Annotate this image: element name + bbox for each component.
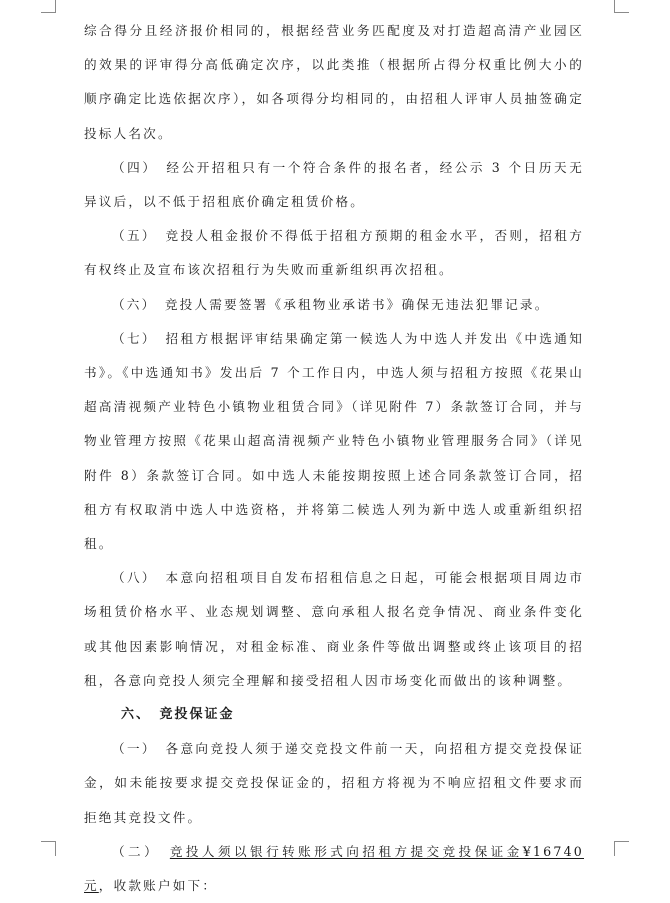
section-6-clause-1-paragraph: （一） 各意向竞投人须于递交竞投文件前一天，向招租方提交竞投保证金，如未能按要求提交竞投保证金的，招租方将视为不响应招租文件要求而拒绝其竞投文件。 xyxy=(84,741,584,825)
crop-mark-top-right xyxy=(614,0,629,13)
clause-5-paragraph: （五） 竞投人租金报价不得低于招租方预期的租金水平，否则，招租方有权终止及宣布该次招租行为失败而重新组织再次招租。 xyxy=(84,228,584,278)
continued-paragraph: 综合得分且经济报价相同的，根据经营业务匹配度及对打造超高清产业园区的效果的评审得分高低确定次序，以此类推（根据所占得分权重比例大小的顺序确定比选依据次序），如各项得分均相同的，由招租人评审人员抽签确定投标人名次。 xyxy=(84,23,584,141)
section-6-clause-2-paragraph xyxy=(84,835,584,903)
clause-8-paragraph: （八） 本意向招租项目自发布招租信息之日起，可能会根据项目周边市场租赁价格水平、业态规划调整、意向承租人报名竞争情况、商业条件变化或其他因素影响情况，对租金标准、商业条件等做出调整或终止该项目的招租，各意向竞投人须完全理解和接受招租人因市场变化而做出的该种调整。 xyxy=(84,570,584,688)
clause-6-paragraph: （六） 竞投人需要签署《承租物业承诺书》确保无违法犯罪记录。 xyxy=(112,296,550,312)
crop-mark-top-left xyxy=(41,0,56,13)
clause-7-paragraph: （七） 招租方根据评审结果确定第一候选人为中选人并发出《中选通知书》。《中选通知书》发出后 7 个工作日内，中选人须与招租方按照《花果山超高清视频产业特色小镇物业租赁合同》（详见附件 7）条款签订合同，并与物业管理方按照《花果山超高清视频产业特色小镇物业管理服务合同》（详见附件 8）条款签订合同。如中选人未能按期按照上述合同条款签订合同，招租方有权取消中选人中选资格，并将第二候选人列为新中选人或重新组织招租。 xyxy=(84,330,584,552)
clause-2-number: （二） xyxy=(112,843,170,859)
clause-4-paragraph: （四） 经公开招租只有一个符合条件的报名者，经公示 3 个日历天无异议后，以不低于招租底价确定租赁价格。 xyxy=(84,159,584,210)
document-body xyxy=(84,14,584,903)
deposit-requirement-underlined: 竞投人须以银行转账形式向招租方提交竞投保证金¥16740 元 xyxy=(84,843,584,894)
clause-2-tail: ，收款账户如下： xyxy=(98,878,218,894)
section-6-heading: 六、 竞投保证金 xyxy=(121,707,235,723)
